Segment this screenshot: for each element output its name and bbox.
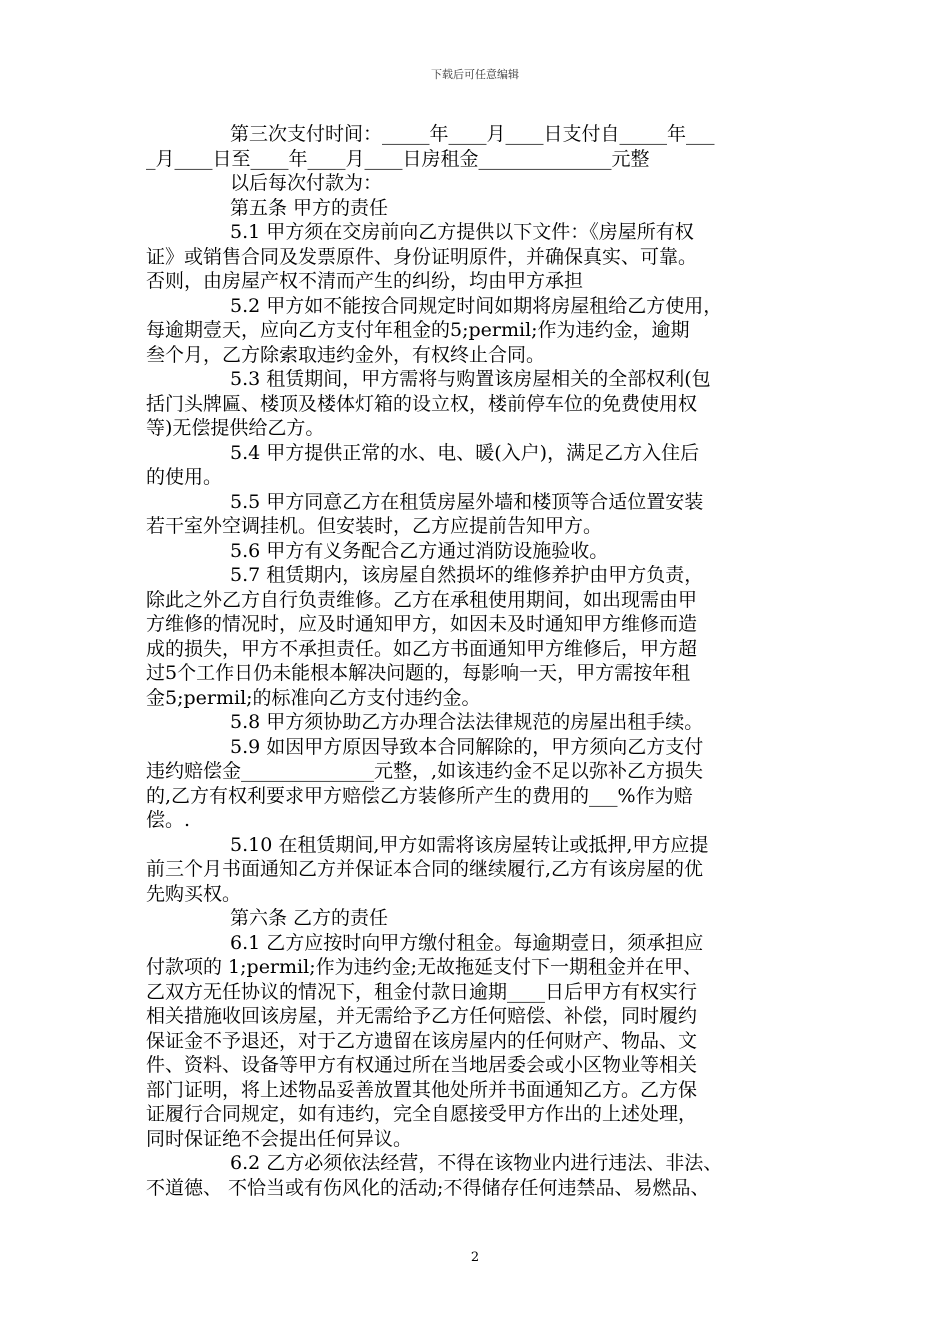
text-line: 前三个月书面通知乙方并保证本合同的继续履行,乙方有该房屋的优: [146, 858, 704, 880]
text-line: 除此之外乙方自行负责维修。乙方在承租使用期间，如出现需由甲: [146, 588, 698, 611]
text-line: 的,乙方有权利要求甲方赔偿乙方装修所产生的费用的___%作为赔: [146, 784, 693, 807]
text-line: 等)无偿提供给乙方。: [146, 417, 325, 439]
text-line: 5.10 在租赁期间,甲方如需将该房屋转让或抵押,甲方应提: [230, 833, 709, 856]
text-line: 不道德、 不恰当或有伤风化的活动;不得储存任何违禁品、易燃品、: [146, 1176, 710, 1199]
text-line: 否则，由房屋产权不清而产生的纠纷，均由甲方承担: [146, 270, 584, 292]
text-line: 若干室外空调挂机。但安装时，乙方应提前告知甲方。: [146, 515, 603, 537]
text-line: 6.2 乙方必须依法经营，不得在该物业内进行违法、非法、: [230, 1152, 723, 1174]
text-line: 5.7 租赁期内，该房屋自然损坏的维修养护由甲方负责，: [230, 564, 704, 586]
text-line: 5.4 甲方提供正常的水、电、暖(入户)，满足乙方入住后: [230, 441, 700, 464]
text-line: 第六条 乙方的责任: [230, 907, 389, 929]
text-line: 证》或销售合同及发票原件、身份证明原件，并确保真实、可靠。: [146, 245, 698, 268]
text-line: 以后每次付款为：: [230, 172, 383, 194]
text-line: 5.5 甲方同意乙方在租赁房屋外墙和楼顶等合适位置安装: [230, 490, 704, 513]
text-line: 第五条 甲方的责任: [230, 196, 389, 219]
text-line: 5.8 甲方须协助乙方办理合法法律规范的房屋出租手续。: [230, 711, 704, 733]
text-line: 括门头牌匾、楼顶及楼体灯箱的设立权，楼前停车位的免费使用权: [146, 392, 698, 415]
text-line: 证履行合同规定，如有违约，完全自愿接受甲方作出的上述处理，: [146, 1103, 698, 1125]
text-line: 每逾期壹天，应向乙方支付年租金的5;permil;作为违约金，逾期: [146, 319, 690, 341]
text-line: 保证金不予退还，对于乙方遗留在该房屋内的任何财产、物品、文: [146, 1029, 698, 1052]
text-line: 的使用。: [146, 466, 223, 488]
text-line: _月____日至____年____月____日房租金______________元整: [146, 147, 650, 170]
text-line: 过5个工作日仍未能根本解决问题的，每影响一天，甲方需按年租: [146, 662, 691, 684]
text-line: 5.6 甲方有义务配合乙方通过消防设施验收。: [230, 539, 609, 562]
text-line: 同时保证绝不会提出任何异议。: [146, 1127, 413, 1150]
text-line: 5.9 如因甲方原因导致本合同解除的，甲方须向乙方支付: [230, 735, 704, 758]
text-line: 件、资料、设备等甲方有权通过所在当地居委会或小区物业等相关: [146, 1054, 698, 1076]
text-line: 部门证明，将上述物品妥善放置其他处所并书面通知乙方。乙方保: [146, 1078, 698, 1101]
text-line: 5.1 甲方须在交房前向乙方提供以下文件：《房屋所有权: [230, 221, 694, 243]
text-line: 偿。.: [146, 809, 191, 831]
text-line: 乙双方无任协议的情况下，租金付款日逾期____日后甲方有权实行: [146, 980, 698, 1003]
text-line: 违约赔偿金______________元整，,如该违约金不足以弥补乙方损失: [146, 760, 704, 782]
text-line: 先购买权。: [146, 882, 242, 905]
text-line: 第三次支付时间：_____年____月____日支付自_____年___: [230, 123, 715, 145]
text-line: 5.3 租赁期间，甲方需将与购置该房屋相关的全部权利(包: [230, 368, 711, 390]
text-line: 成的损失，甲方不承担责任。如乙方书面通知甲方维修后，甲方超: [146, 637, 698, 660]
text-line: 方维修的情况时，应及时通知甲方，如因未及时通知甲方维修而造: [146, 613, 698, 635]
page-header: 下载后可任意编辑: [431, 68, 519, 81]
text-line: 叁个月，乙方除索取违约金外，有权终止合同。: [146, 343, 546, 366]
text-line: 6.1 乙方应按时向甲方缴付租金。每逾期壹日，须承担应: [230, 931, 704, 954]
text-line: 5.2 甲方如不能按合同规定时间如期将房屋租给乙方使用，: [230, 294, 723, 317]
page-number: 2: [470, 1250, 480, 1265]
text-line: 相关措施收回该房屋，并无需给予乙方任何赔偿、补偿，同时履约: [146, 1005, 698, 1027]
text-line: 金5;permil;的标准向乙方支付违约金。: [146, 686, 481, 709]
document-body: [146, 122, 806, 1200]
text-line: 付款项的 1;permil;作为违约金;无故拖延支付下一期租金并在甲、: [146, 956, 702, 978]
